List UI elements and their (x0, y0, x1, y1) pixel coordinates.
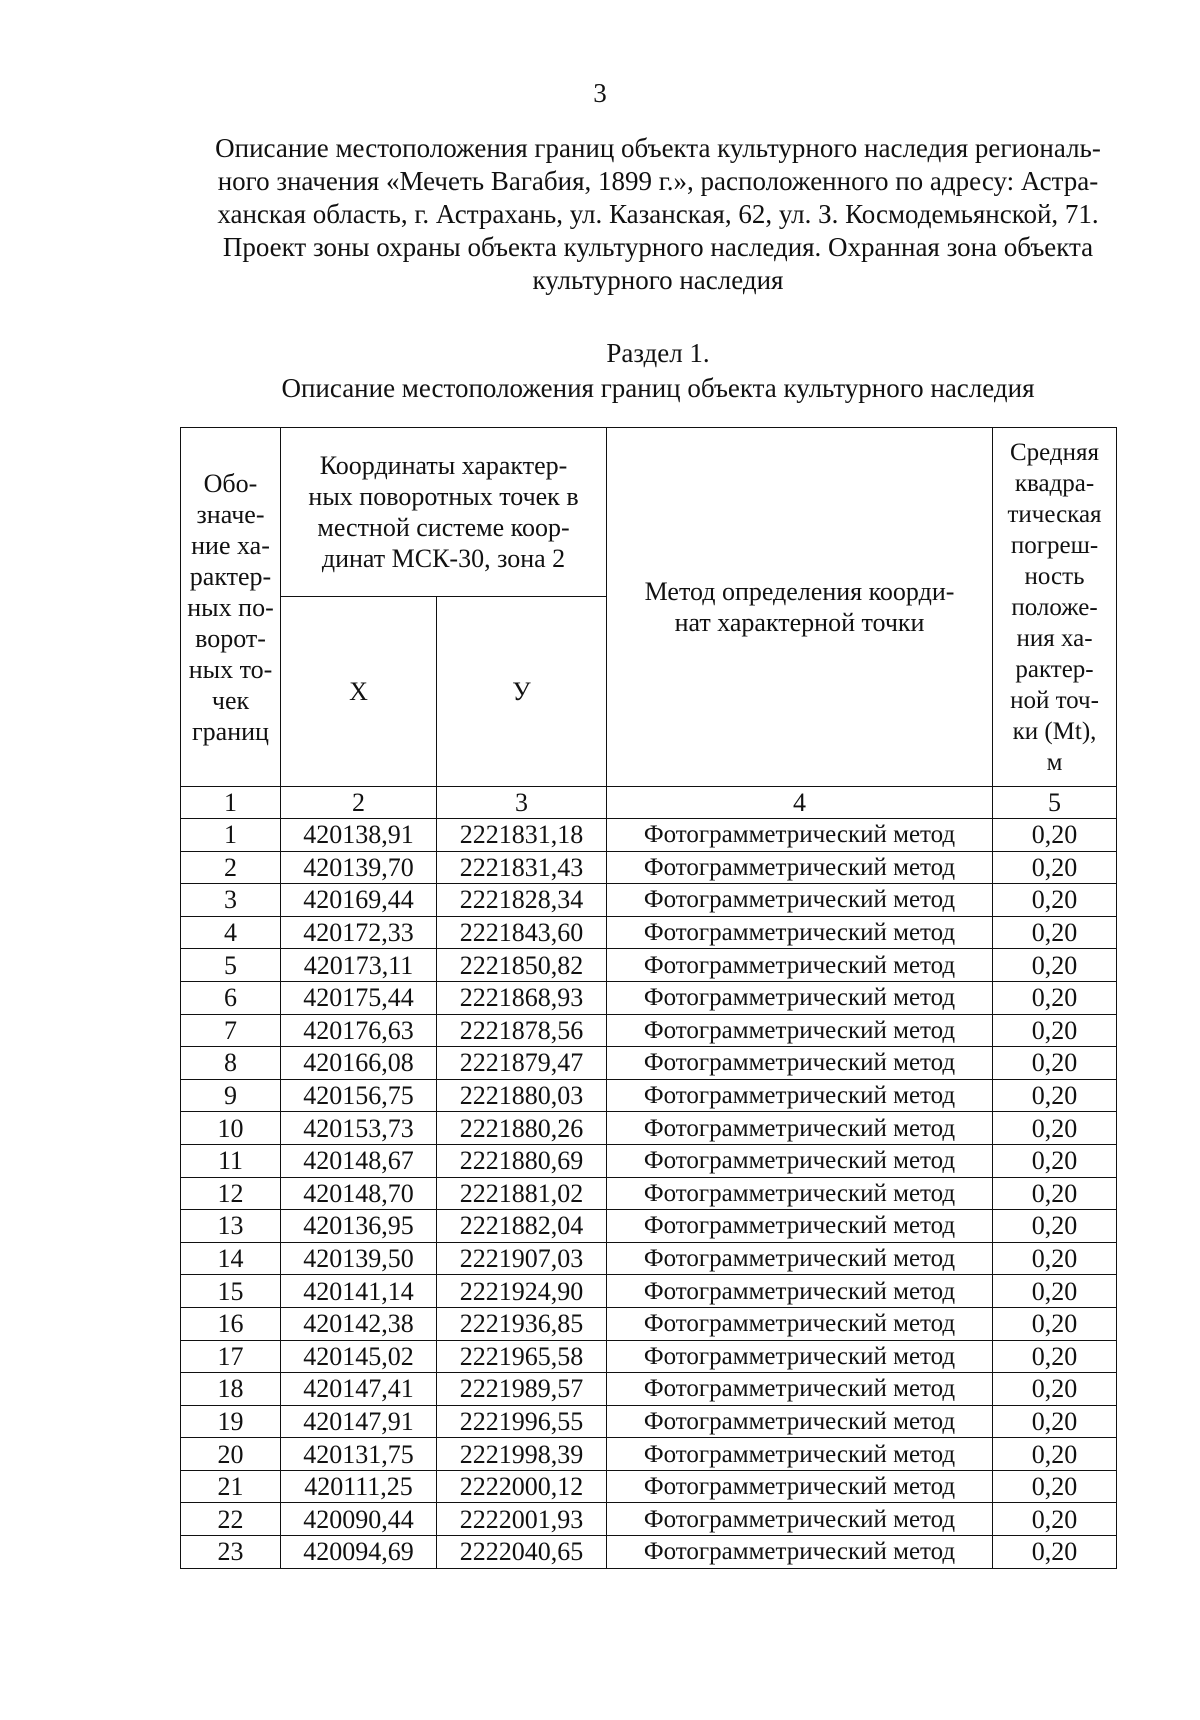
x-coordinate-cell: 420136,95 (281, 1210, 437, 1243)
accuracy-cell: 0,20 (993, 1470, 1117, 1503)
page-number: 3 (593, 78, 607, 108)
table-row (181, 1405, 1117, 1438)
method-cell: Фотограмметрический метод (607, 819, 993, 852)
x-coordinate-cell: 420141,14 (281, 1275, 437, 1308)
y-coordinate-cell: 2221880,26 (437, 1112, 607, 1145)
point-number-cell: 18 (181, 1373, 281, 1406)
table-row (181, 1373, 1117, 1406)
method-cell: Фотограмметрический метод (607, 1047, 993, 1080)
table-row (181, 1470, 1117, 1503)
table-row (181, 1340, 1117, 1373)
header-line: Обо- (203, 468, 258, 498)
column-number: 4 (607, 787, 993, 819)
y-coordinate-cell: 2221998,39 (437, 1438, 607, 1471)
header-line: ной точ- (1010, 686, 1099, 714)
section-heading (188, 336, 1128, 406)
point-number-cell: 22 (181, 1503, 281, 1536)
accuracy-cell: 0,20 (993, 981, 1117, 1014)
method-cell: Фотограмметрический метод (607, 981, 993, 1014)
method-cell: Фотограмметрический метод (607, 1470, 993, 1503)
header-line: рактер- (189, 561, 272, 591)
method-cell: Фотограмметрический метод (607, 1014, 993, 1047)
x-coordinate-cell: 420172,33 (281, 916, 437, 949)
point-number-cell: 5 (181, 949, 281, 982)
title-line: ного значения «Мечеть Вагабия, 1899 г.», расположенного по адресу: Астра- (217, 166, 1099, 196)
title-line: ханская область, г. Астрахань, ул. Казанская, 62, ул. З. Космодемьянской, 71. (217, 199, 1099, 229)
x-coordinate-cell: 420131,75 (281, 1438, 437, 1471)
point-number-cell: 6 (181, 981, 281, 1014)
y-coordinate-cell: 2221880,69 (437, 1144, 607, 1177)
point-number-cell: 7 (181, 1014, 281, 1047)
header-line: динат МСК-30, зона 2 (321, 544, 566, 574)
accuracy-cell: 0,20 (993, 916, 1117, 949)
method-cell: Фотограмметрический метод (607, 1405, 993, 1438)
header-line: ния ха- (1016, 624, 1093, 652)
column-number: 3 (437, 787, 607, 819)
coordinates-table (180, 427, 1117, 1569)
y-coordinate-cell: 2221831,18 (437, 819, 607, 852)
accuracy-cell: 0,20 (993, 1144, 1117, 1177)
accuracy-cell: 0,20 (993, 1275, 1117, 1308)
accuracy-cell: 0,20 (993, 1536, 1117, 1569)
x-coordinate-cell: 420142,38 (281, 1307, 437, 1340)
accuracy-cell: 0,20 (993, 1438, 1117, 1471)
x-coordinate-cell: 420175,44 (281, 981, 437, 1014)
table-row (181, 916, 1117, 949)
header-line: Метод определения коорди- (644, 577, 955, 606)
point-number-cell: 14 (181, 1242, 281, 1275)
y-coordinate-cell: 2221965,58 (437, 1340, 607, 1373)
point-number-cell: 1 (181, 819, 281, 852)
table-row (181, 819, 1117, 852)
method-cell: Фотограмметрический метод (607, 1144, 993, 1177)
point-number-cell: 17 (181, 1340, 281, 1373)
point-number-cell: 8 (181, 1047, 281, 1080)
x-coordinate-cell: 420138,91 (281, 819, 437, 852)
header-line: чек (211, 685, 250, 715)
accuracy-cell: 0,20 (993, 1112, 1117, 1145)
table-row (181, 1112, 1117, 1145)
accuracy-cell: 0,20 (993, 1373, 1117, 1406)
header-line: квадра- (1014, 469, 1095, 497)
y-coordinate-cell: 2222040,65 (437, 1536, 607, 1569)
table-row (181, 949, 1117, 982)
method-cell: Фотограмметрический метод (607, 1242, 993, 1275)
accuracy-cell: 0,20 (993, 1177, 1117, 1210)
x-coordinate-cell: 420173,11 (281, 949, 437, 982)
accuracy-cell: 0,20 (993, 1307, 1117, 1340)
title-line: Проект зоны охраны объекта культурного наследия. Охранная зона объекта (222, 232, 1094, 262)
point-number-cell: 2 (181, 851, 281, 884)
document-title (188, 132, 1128, 297)
point-number-cell: 23 (181, 1536, 281, 1569)
y-coordinate-cell: 2221878,56 (437, 1014, 607, 1047)
header-coordinates (281, 428, 607, 597)
header-line: Средняя (1009, 438, 1100, 466)
method-cell: Фотограмметрический метод (607, 1079, 993, 1112)
header-line: тическая (1007, 500, 1102, 528)
title-line: культурного наследия (532, 265, 784, 295)
table-row (181, 1503, 1117, 1536)
accuracy-cell: 0,20 (993, 1242, 1117, 1275)
x-coordinate-cell: 420147,41 (281, 1373, 437, 1406)
accuracy-cell: 0,20 (993, 1047, 1117, 1080)
header-line: ки (Mt), (1012, 717, 1097, 745)
accuracy-cell: 0,20 (993, 851, 1117, 884)
x-coordinate-cell: 420090,44 (281, 1503, 437, 1536)
point-number-cell: 3 (181, 884, 281, 917)
method-cell: Фотограмметрический метод (607, 1275, 993, 1308)
x-coordinate-cell: 420169,44 (281, 884, 437, 917)
x-coordinate-cell: 420166,08 (281, 1047, 437, 1080)
accuracy-cell: 0,20 (993, 1503, 1117, 1536)
point-number-cell: 13 (181, 1210, 281, 1243)
table-row (181, 1275, 1117, 1308)
header-accuracy (993, 428, 1117, 787)
table-row (181, 1177, 1117, 1210)
accuracy-cell: 0,20 (993, 1014, 1117, 1047)
x-coordinate-cell: 420139,70 (281, 851, 437, 884)
table-row (181, 1438, 1117, 1471)
point-number-cell: 9 (181, 1079, 281, 1112)
header-line: местной системе коор- (317, 513, 570, 543)
point-number-cell: 16 (181, 1307, 281, 1340)
y-coordinate-cell: 2221850,82 (437, 949, 607, 982)
y-coordinate-cell: 2221996,55 (437, 1405, 607, 1438)
y-coordinate-cell: 2221868,93 (437, 981, 607, 1014)
header-line: Координаты характер- (319, 451, 568, 481)
table-row (181, 884, 1117, 917)
header-y: У (437, 597, 607, 787)
table-header (181, 428, 1117, 787)
method-cell: Фотограмметрический метод (607, 1373, 993, 1406)
header-line: ных то- (188, 654, 273, 684)
accuracy-cell: 0,20 (993, 819, 1117, 852)
table-row (181, 1242, 1117, 1275)
y-coordinate-cell: 2221907,03 (437, 1242, 607, 1275)
method-cell: Фотограмметрический метод (607, 1112, 993, 1145)
column-number: 2 (281, 787, 437, 819)
x-coordinate-cell: 420145,02 (281, 1340, 437, 1373)
x-coordinate-cell: 420139,50 (281, 1242, 437, 1275)
table-row (181, 851, 1117, 884)
table-row (181, 1144, 1117, 1177)
table-row (181, 1536, 1117, 1569)
y-coordinate-cell: 2221880,03 (437, 1079, 607, 1112)
method-cell: Фотограмметрический метод (607, 851, 993, 884)
header-line: границ (192, 716, 269, 746)
column-numbers-row (181, 787, 1117, 819)
accuracy-cell: 0,20 (993, 1079, 1117, 1112)
x-coordinate-cell: 420147,91 (281, 1405, 437, 1438)
header-line: положе- (1011, 593, 1098, 621)
y-coordinate-cell: 2221882,04 (437, 1210, 607, 1243)
y-coordinate-cell: 2222001,93 (437, 1503, 607, 1536)
table-row (181, 1210, 1117, 1243)
method-cell: Фотограмметрический метод (607, 1438, 993, 1471)
method-cell: Фотограмметрический метод (607, 916, 993, 949)
header-line: ние ха- (191, 530, 270, 560)
y-coordinate-cell: 2221831,43 (437, 851, 607, 884)
table-body (181, 787, 1117, 1569)
accuracy-cell: 0,20 (993, 949, 1117, 982)
point-number-cell: 4 (181, 916, 281, 949)
accuracy-cell: 0,20 (993, 884, 1117, 917)
x-coordinate-cell: 420094,69 (281, 1536, 437, 1569)
x-coordinate-cell: 420111,25 (281, 1470, 437, 1503)
section-title: Описание местоположения границ объекта культурного наследия (281, 373, 1035, 403)
method-cell: Фотограмметрический метод (607, 1536, 993, 1569)
header-row (181, 428, 1117, 597)
table-row (181, 1014, 1117, 1047)
point-number-cell: 15 (181, 1275, 281, 1308)
y-coordinate-cell: 2222000,12 (437, 1470, 607, 1503)
x-coordinate-cell: 420153,73 (281, 1112, 437, 1145)
y-coordinate-cell: 2221828,34 (437, 884, 607, 917)
y-coordinate-cell: 2221989,57 (437, 1373, 607, 1406)
header-line: погреш- (1010, 531, 1099, 559)
y-coordinate-cell: 2221843,60 (437, 916, 607, 949)
table-row (181, 1307, 1117, 1340)
table-row (181, 981, 1117, 1014)
method-cell: Фотограмметрический метод (607, 1307, 993, 1340)
column-number: 1 (181, 787, 281, 819)
x-coordinate-cell: 420148,70 (281, 1177, 437, 1210)
header-line: рактер- (1015, 655, 1094, 683)
table-row (181, 1047, 1117, 1080)
y-coordinate-cell: 2221881,02 (437, 1177, 607, 1210)
y-coordinate-cell: 2221879,47 (437, 1047, 607, 1080)
method-cell: Фотограмметрический метод (607, 1503, 993, 1536)
x-coordinate-cell: 420176,63 (281, 1014, 437, 1047)
section-label: Раздел 1. (606, 338, 710, 368)
accuracy-cell: 0,20 (993, 1210, 1117, 1243)
title-line: Описание местоположения границ объекта культурного наследия региональ- (215, 133, 1101, 163)
x-coordinate-cell: 420156,75 (281, 1079, 437, 1112)
table-row (181, 1079, 1117, 1112)
header-method (607, 428, 993, 787)
accuracy-cell: 0,20 (993, 1405, 1117, 1438)
header-line: нат характерной точки (674, 608, 925, 637)
header-line: ных по- (187, 592, 274, 622)
point-number-cell: 21 (181, 1470, 281, 1503)
y-coordinate-cell: 2221924,90 (437, 1275, 607, 1308)
header-line: ных поворотных точек в (308, 482, 579, 512)
method-cell: Фотограмметрический метод (607, 1210, 993, 1243)
point-number-cell: 19 (181, 1405, 281, 1438)
method-cell: Фотограмметрический метод (607, 1177, 993, 1210)
header-line: ворот- (195, 623, 266, 653)
header-x: Х (281, 597, 437, 787)
header-line: м (1046, 748, 1063, 776)
column-number: 5 (993, 787, 1117, 819)
header-line: значе- (196, 499, 265, 529)
header-designation (181, 428, 281, 787)
y-coordinate-cell: 2221936,85 (437, 1307, 607, 1340)
x-coordinate-cell: 420148,67 (281, 1144, 437, 1177)
method-cell: Фотограмметрический метод (607, 949, 993, 982)
point-number-cell: 10 (181, 1112, 281, 1145)
point-number-cell: 11 (181, 1144, 281, 1177)
point-number-cell: 12 (181, 1177, 281, 1210)
header-line: ность (1024, 562, 1085, 590)
method-cell: Фотограмметрический метод (607, 1340, 993, 1373)
accuracy-cell: 0,20 (993, 1340, 1117, 1373)
point-number-cell: 20 (181, 1438, 281, 1471)
method-cell: Фотограмметрический метод (607, 884, 993, 917)
